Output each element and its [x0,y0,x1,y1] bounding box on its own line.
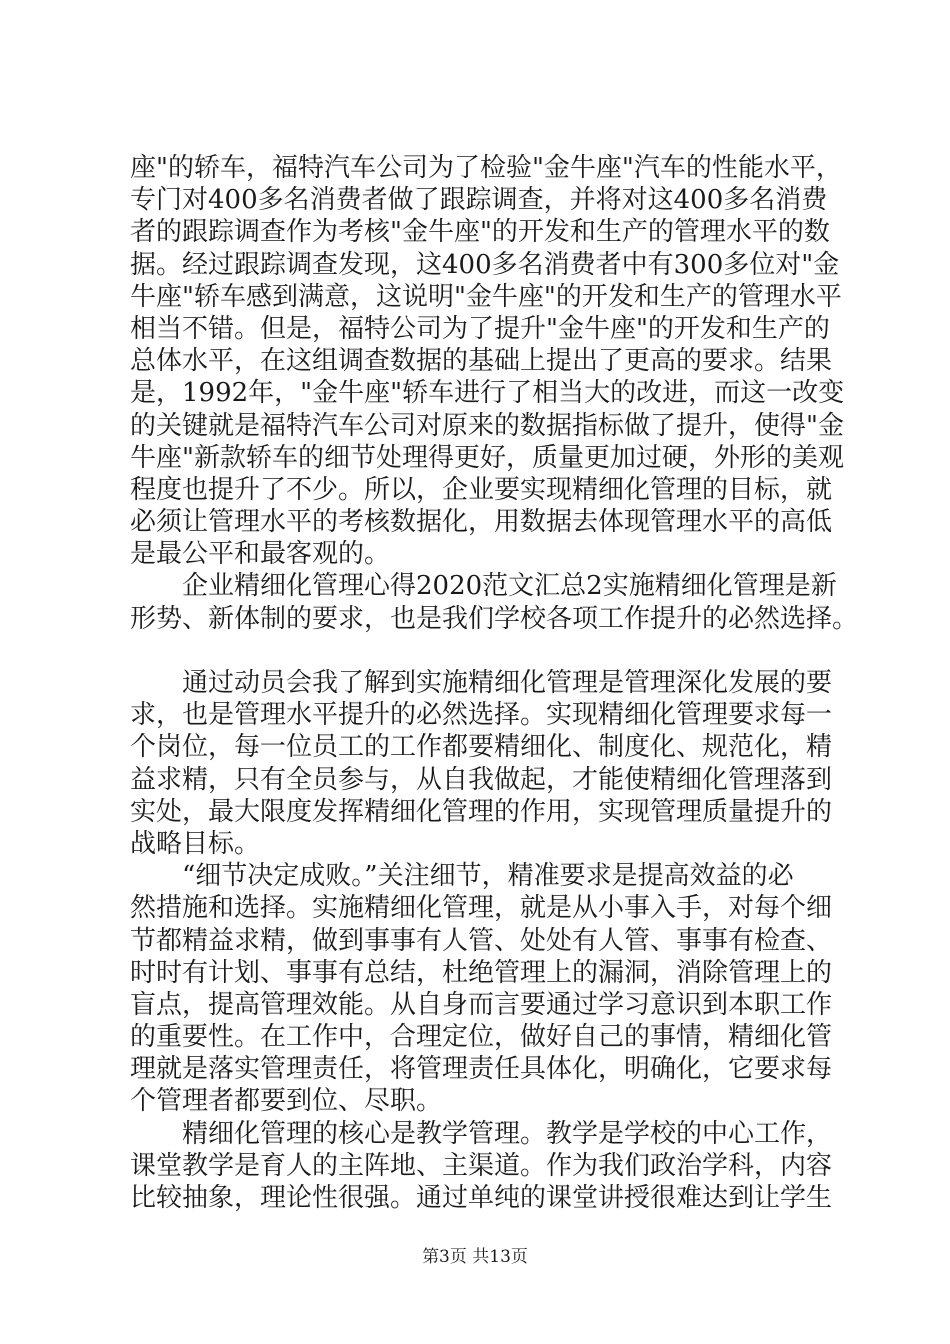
text-line: 牛座"新款轿车的细节处理得更好，质量更加过硬，外形的美观 [130,442,844,473]
text-line: 精细化管理的核心是教学管理。教学是学校的中心工作， [182,1118,833,1149]
text-line: 个岗位，每一位员工的工作都要精细化、制度化、规范化，精 [130,732,833,763]
text-line: 相当不错。但是，福特公司为了提升"金牛座"的开发和生产的 [130,313,830,344]
text-line: 战略目标。 [130,828,261,859]
text-line: 实处，最大限度发挥精细化管理的作用，实现管理质量提升的 [130,796,833,827]
text-line: 节都精益求精，做到事事有人管、处处有人管、事事有检查、 [130,925,833,956]
text-line: 时时有计划、事事有总结，杜绝管理上的漏洞，消除管理上的 [130,957,833,988]
text-line: 程度也提升了不少。所以，企业要实现精细化管理的目标，就 [130,474,833,505]
text-line: 益求精，只有全员参与，从自我做起，才能使精细化管理落到 [130,764,833,795]
text-line: 通过动员会我了解到实施精细化管理是管理深化发展的要 [182,668,833,698]
text-line: 然措施和选择。实施精细化管理，就是从小事入手，对每个细 [130,893,833,924]
text-line: 理就是落实管理责任，将管理责任具体化，明确化，它要求每 [130,1054,833,1085]
text-line: 企业精细化管理心得2020范文汇总2实施精细化管理是新 [182,571,837,602]
text-line: 个管理者都要到位、尽职。 [130,1086,443,1117]
page-footer: 第3页 共13页 [422,1247,528,1267]
text-line: 求，也是管理水平提升的必然选择。实现精细化管理要求每一 [130,700,833,731]
text-line: 比较抽象，理论性很强。通过单纯的课堂讲授很难达到让学生 [130,1183,833,1213]
blank-line [130,635,835,667]
text-line: 牛座"轿车感到满意，这说明"金牛座"的开发和生产的管理水平 [130,281,842,312]
text-line: 者的跟踪调查作为考核"金牛座"的开发和生产的管理水平的数 [130,217,830,248]
text-line: 专门对400多名消费者做了跟踪调查，并将对这400多名消费 [130,185,828,216]
text-line: “细节决定成败。”关注细节，精准要求是提高效益的必 [182,861,794,892]
document-body [130,152,859,1214]
text-line: 的重要性。在工作中，合理定位，做好自己的事情，精细化管 [130,1022,833,1053]
text-line: 的关键就是福特汽车公司对原来的数据指标做了提升，使得"金 [130,410,844,441]
text-line: 课堂教学是育人的主阵地、主渠道。作为我们政治学科，内容 [130,1150,833,1181]
text-line: 总体水平，在这组调查数据的基础上提出了更高的要求。结果 [130,346,833,377]
text-line: 是最公平和最客观的。 [130,539,391,570]
text-line: 盲点，提高管理效能。从自身而言要通过学习意识到本职工作 [130,989,833,1020]
text-line: 形势、新体制的要求，也是我们学校各项工作提升的必然选择。 [130,603,859,634]
text-line: 是，1992年，"金牛座"轿车进行了相当大的改进，而这一改变 [130,378,845,409]
text-line: 必须让管理水平的考核数据化，用数据去体现管理水平的高低 [130,507,833,538]
text-line: 座"的轿车，福特汽车公司为了检验"金牛座"汽车的性能水平， [130,153,842,183]
text-line: 据。经过跟踪调查发现，这400多名消费者中有300多位对"金 [130,249,840,280]
